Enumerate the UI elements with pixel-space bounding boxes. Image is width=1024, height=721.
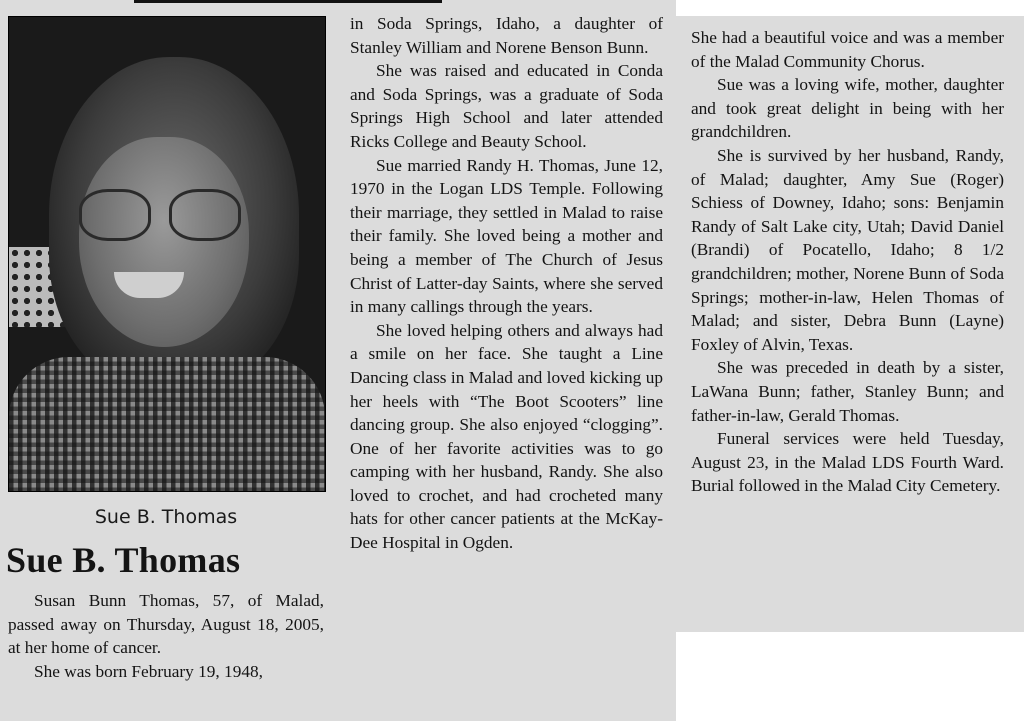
photo-gingham-shirt xyxy=(9,357,325,492)
text-column-middle xyxy=(350,12,663,555)
paragraph: Funeral services were held Tuesday, August 23, in the Malad LDS Fourth Ward. Burial followed in the Malad City Cemetery. xyxy=(691,429,1004,496)
portrait-photo xyxy=(8,16,326,492)
paragraph: Susan Bunn Thomas, 57, of Malad, passed away on Thursday, August 18, 2005, at her home of cancer. xyxy=(8,591,324,658)
paragraph: She was born February 19, 1948, xyxy=(34,661,263,681)
photo-face xyxy=(79,137,249,347)
text-column-left xyxy=(8,589,324,683)
photo-caption: Sue B. Thomas xyxy=(94,506,238,528)
photo-glasses-left xyxy=(79,189,151,241)
paragraph: She was preceded in death by a sister, LaWana Bunn; father, Stanley Bunn; and father-in-law, Gerald Thomas. xyxy=(691,358,1004,425)
paragraph: Sue married Randy H. Thomas, June 12, 1970 in the Logan LDS Temple. Following their marriage, they settled in Malad to raise their family. She loved being a mother and being a member of The Church of Jesus Christ of Latter-day Saints, where she served in many callings through the years. xyxy=(350,155,663,317)
top-rule-divider xyxy=(134,0,442,3)
obituary-headline: Sue B. Thomas xyxy=(6,540,241,580)
paragraph: She loved helping others and always had a smile on her face. She taught a Line Dancing class in Malad and loved kicking up her heels with “The Boot Scooters” line dancing group. She also enjoyed “clogging”. One of her favorite activities was to go camping with her husband, Randy. She also loved to crochet, and had crocheted many hats for other cancer patients at the McKay-Dee Hospital in Ogden. xyxy=(350,320,663,553)
paragraph: She was raised and educated in Conda and Soda Springs, was a graduate of Soda Springs High School and later attended Ricks College and Beauty School. xyxy=(350,61,663,151)
text-column-right xyxy=(691,26,1004,498)
paragraph-continued: in Soda Springs, Idaho, a daughter of Stanley William and Norene Benson Bunn. xyxy=(350,14,663,57)
photo-glasses-right xyxy=(169,189,241,241)
paragraph: She is survived by her husband, Randy, of Malad; daughter, Amy Sue (Roger) Schiess of Downey, Idaho; sons: Benjamin Randy of Salt Lake city, Utah; David Daniel (Brandi) of Pocatello, Idaho; 8 1/2 grandchildren; mother, Norene Bunn of Soda Springs; mother-in-law, Helen Thomas of Malad; and sister, Debra Bunn (Layne) Foxley of Alvin, Texas. xyxy=(691,145,1004,354)
paragraph: She had a beautiful voice and was a member of the Malad Community Chorus. xyxy=(691,28,1004,71)
paragraph: Sue was a loving wife, mother, daughter and took great delight in being with her grandchildren. xyxy=(691,75,1004,142)
